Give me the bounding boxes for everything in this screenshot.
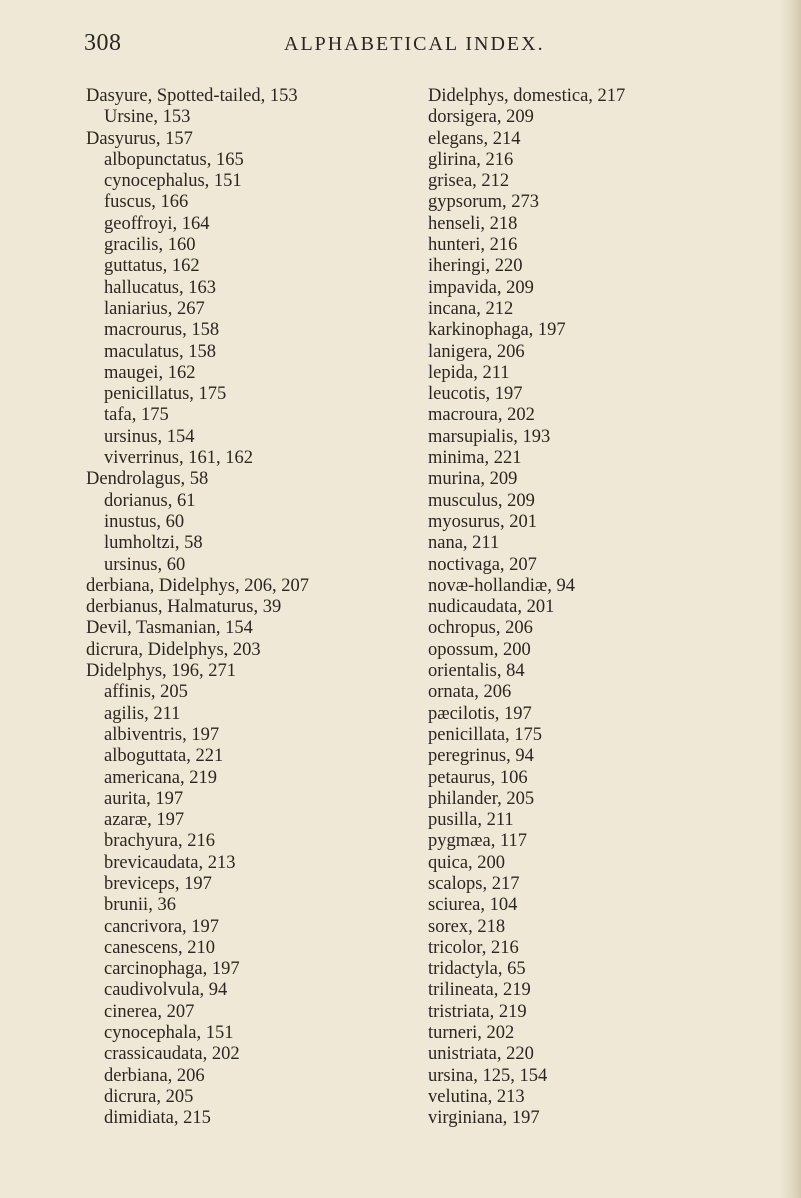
index-entry: brevicaudata, 213 <box>104 852 236 873</box>
index-entry: dimidiata, 215 <box>104 1108 211 1129</box>
index-entry: albopunctatus, 165 <box>104 149 244 170</box>
index-entry: Didelphys, domestica, 217 <box>428 86 626 106</box>
index-entry: viverrinus, 161, 162 <box>104 448 254 469</box>
index-entry: murina, 209 <box>428 469 518 490</box>
index-entry: gypsorum, 273 <box>428 192 539 213</box>
index-column-left <box>86 86 406 1130</box>
index-entry: ursinus, 60 <box>104 554 186 575</box>
index-entry: dorianus, 61 <box>104 490 196 511</box>
index-entry: tricolor, 216 <box>428 937 519 958</box>
index-entry: cancrivora, 197 <box>104 916 220 937</box>
index-entry: velutina, 213 <box>428 1086 525 1107</box>
index-entry: opossum, 200 <box>428 639 531 660</box>
index-entry: caudivolvula, 94 <box>104 980 228 1001</box>
index-entry: brunii, 36 <box>104 895 176 916</box>
index-entry: breviceps, 197 <box>104 873 212 894</box>
index-entry: ursinus, 154 <box>104 426 195 447</box>
index-entry: Dasyure, Spotted-tailed, 153 <box>86 86 298 106</box>
index-entry: geoffroyi, 164 <box>104 213 210 234</box>
index-column-right <box>428 86 758 1130</box>
index-entry: peregrinus, 94 <box>428 746 534 767</box>
index-entry: derbiana, 206 <box>104 1065 205 1086</box>
index-entry: pusilla, 211 <box>428 810 514 831</box>
index-entry: laniarius, 267 <box>104 298 205 319</box>
index-entry: carcinophaga, 197 <box>104 959 240 980</box>
index-entry: cinerea, 207 <box>104 1001 195 1022</box>
index-entry: lanigera, 206 <box>428 341 525 362</box>
index-entry: derbianus, Halmaturus, 39 <box>86 597 282 618</box>
index-entry: dicrura, Didelphys, 203 <box>86 639 261 660</box>
index-entry: novæ-hollandiæ, 94 <box>428 575 575 596</box>
index-entry: alboguttata, 221 <box>104 746 224 767</box>
index-entry: nana, 211 <box>428 533 500 554</box>
index-entry: maugei, 162 <box>104 362 196 383</box>
index-entry: pæcilotis, 197 <box>428 703 532 724</box>
index-entry: canescens, 210 <box>104 937 215 958</box>
index-entry: scalops, 217 <box>428 873 520 894</box>
index-entry: sciurea, 104 <box>428 895 518 916</box>
index-entry: impavida, 209 <box>428 277 534 298</box>
index-entry: marsupialis, 193 <box>428 426 551 447</box>
index-entry: inustus, 60 <box>104 511 185 532</box>
index-entry: macrourus, 158 <box>104 320 220 341</box>
index-entry: nudicaudata, 201 <box>428 597 555 618</box>
index-entry: dicrura, 205 <box>104 1086 194 1107</box>
index-entry: cynocephalus, 151 <box>104 171 242 192</box>
index-entry: myosurus, 201 <box>428 511 537 532</box>
index-entry: gracilis, 160 <box>104 235 196 256</box>
index-entry: Ursine, 153 <box>104 107 191 128</box>
index-entry: penicillatus, 175 <box>104 384 227 405</box>
index-entry: albiventris, 197 <box>104 724 220 745</box>
index-entry: lepida, 211 <box>428 362 510 383</box>
index-entry: Didelphys, 196, 271 <box>86 661 237 682</box>
index-entry: petaurus, 106 <box>428 767 528 788</box>
index-entry: leucotis, 197 <box>428 384 523 405</box>
index-entry: orientalis, 84 <box>428 661 525 682</box>
index-entry: sorex, 218 <box>428 916 506 937</box>
index-entry: virginiana, 197 <box>428 1108 540 1129</box>
index-entry: unistriata, 220 <box>428 1044 534 1065</box>
page-edge-shadow <box>779 0 801 1198</box>
index-entry: grisea, 212 <box>428 171 510 192</box>
page-number: 308 <box>84 30 122 56</box>
index-entry: hunteri, 216 <box>428 235 518 256</box>
index-entry: crassicaudata, 202 <box>104 1044 240 1065</box>
index-entry: tridactyla, 65 <box>428 959 526 980</box>
index-entry: dorsigera, 209 <box>428 107 534 128</box>
index-entry: iheringi, 220 <box>428 256 523 277</box>
index-entry: penicillata, 175 <box>428 724 543 745</box>
page-header <box>84 30 684 66</box>
index-entry: cynocephala, 151 <box>104 1023 234 1044</box>
index-entry: trilineata, 219 <box>428 980 531 1001</box>
index-entry: hallucatus, 163 <box>104 277 217 298</box>
index-entry: aurita, 197 <box>104 788 184 809</box>
index-entry: brachyura, 216 <box>104 831 215 852</box>
index-entry: derbiana, Didelphys, 206, 207 <box>86 575 309 596</box>
index-entry: musculus, 209 <box>428 490 535 511</box>
index-entry: guttatus, 162 <box>104 256 200 277</box>
index-entry: ursina, 125, 154 <box>428 1065 548 1086</box>
index-entry: tafa, 175 <box>104 405 169 426</box>
index-entry: turneri, 202 <box>428 1023 515 1044</box>
running-title: ALPHABETICAL INDEX. <box>284 33 545 55</box>
index-entry: Devil, Tasmanian, 154 <box>86 618 253 639</box>
index-entry: philander, 205 <box>428 788 535 809</box>
index-entry: lumholtzi, 58 <box>104 533 203 554</box>
index-entry: henseli, 218 <box>428 213 518 234</box>
index-entry: incana, 212 <box>428 298 514 319</box>
index-entry: tristriata, 219 <box>428 1001 527 1022</box>
index-entry: azaræ, 197 <box>104 810 185 831</box>
index-entry: Dasyurus, 157 <box>86 128 193 149</box>
index-entry: quica, 200 <box>428 852 506 873</box>
index-entry: maculatus, 158 <box>104 341 217 362</box>
index-entry: americana, 219 <box>104 767 217 788</box>
index-entry: affinis, 205 <box>104 682 188 703</box>
index-entry: pygmæa, 117 <box>428 831 528 852</box>
index-entry: glirina, 216 <box>428 149 514 170</box>
index-entry: fuscus, 166 <box>104 192 189 213</box>
index-entry: agilis, 211 <box>104 703 181 724</box>
index-entry: ochropus, 206 <box>428 618 533 639</box>
index-entry: noctivaga, 207 <box>428 554 537 575</box>
index-entry: minima, 221 <box>428 448 522 469</box>
index-entry: macroura, 202 <box>428 405 535 426</box>
index-entry: Dendrolagus, 58 <box>86 469 209 490</box>
index-entry: karkinophaga, 197 <box>428 320 566 341</box>
index-entry: ornata, 206 <box>428 682 512 703</box>
index-entry: elegans, 214 <box>428 128 521 149</box>
